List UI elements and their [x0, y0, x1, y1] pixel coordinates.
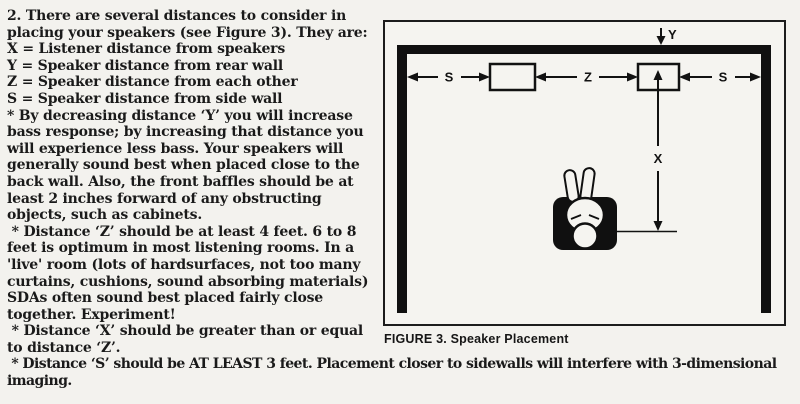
footer-text-block — [7, 356, 799, 389]
text-line: X = Listener distance from speakers — [7, 41, 286, 58]
figure-3-frame — [383, 20, 786, 326]
text-line: will experience less bass. Your speakers will — [7, 140, 344, 157]
text-line: * By decreasing distance ‘Y’ you will increase — [7, 107, 353, 124]
x-label: X — [653, 151, 663, 166]
text-line: curtains, cushions, sound absorbing materials) — [7, 273, 369, 290]
text-line: * Distance ‘S’ should be AT LEAST 3 feet. Placement closer to sidewalls will interfere with 3-dimensional — [7, 356, 777, 372]
y-label: Y — [668, 27, 677, 42]
s-right-label: S — [718, 69, 728, 85]
listener-figure — [553, 167, 617, 250]
listener-head — [573, 224, 598, 249]
text-line: feet is optimum in most listening rooms. In a — [7, 240, 354, 257]
text-line: imaging. — [7, 372, 72, 389]
text-line: least 2 inches forward of any obstructing — [7, 190, 322, 207]
x-distance-arrow — [617, 70, 677, 232]
z-label: Z — [584, 69, 592, 85]
text-line: back wall. Also, the front baffles should be at — [7, 173, 354, 190]
text-line: to distance ‘Z’. — [7, 339, 121, 356]
text-line: * Distance ‘Z’ should be at least 4 feet. 6 to 8 — [7, 223, 357, 240]
text-line: S = Speaker distance from side wall — [7, 90, 283, 107]
text-line: 'live' room (lots of hardsurfaces, not too many — [7, 256, 361, 273]
left-speaker — [490, 64, 535, 90]
figure-caption: FIGURE 3. Speaker Placement — [384, 332, 569, 346]
text-line: Y = Speaker distance from rear wall — [7, 57, 284, 74]
text-line: generally sound best when placed close to the — [7, 157, 360, 174]
text-line: together. Experiment! — [7, 306, 176, 323]
speaker-placement-diagram — [385, 22, 784, 324]
text-line: SDAs often sound best placed fairly close — [7, 290, 323, 307]
text-line: 2. There are several distances to consider in — [7, 8, 347, 24]
text-line: bass response; by increasing that distance you — [7, 124, 364, 141]
y-distance-arrow — [657, 28, 666, 45]
text-line: * Distance ‘X’ should be greater than or equal — [7, 323, 364, 340]
s-left-label: S — [444, 69, 454, 85]
text-line: placing your speakers (see Figure 3). They are: — [7, 24, 368, 41]
body-text-column — [7, 8, 381, 356]
text-line: objects, such as cabinets. — [7, 207, 202, 224]
text-line: Z = Speaker distance from each other — [7, 74, 298, 91]
